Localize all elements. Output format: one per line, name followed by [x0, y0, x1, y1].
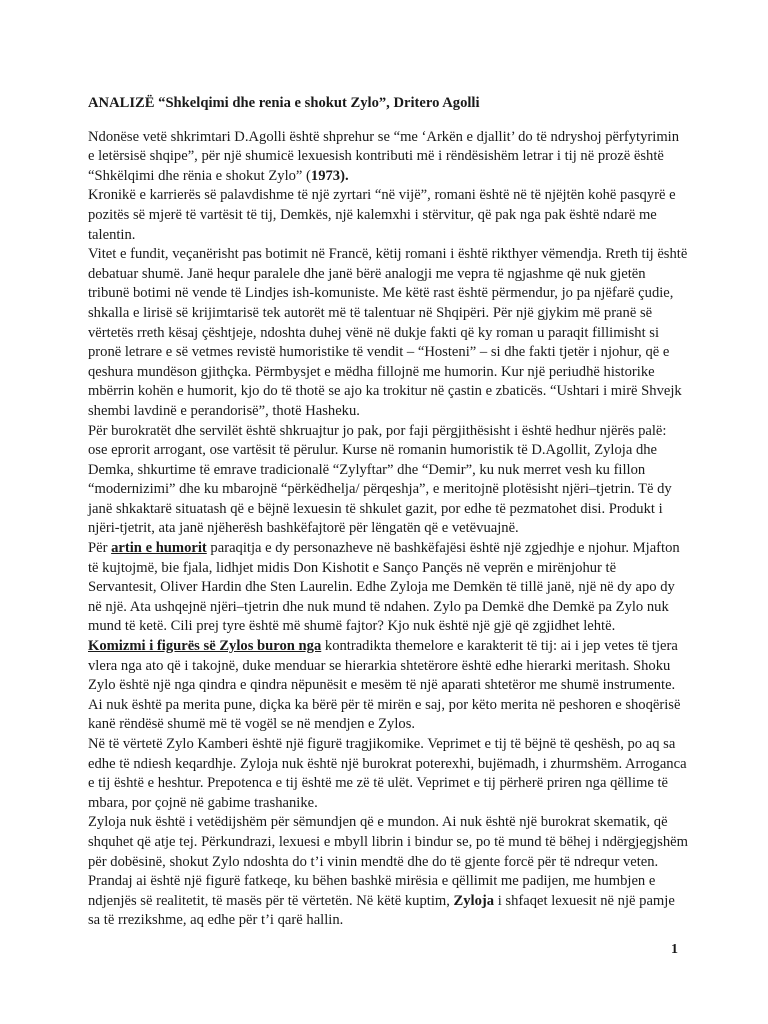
- document-page: [88, 94, 688, 931]
- underlined-phrase-comedy: Komizmi i figurës së Zylos buron nga: [88, 638, 322, 655]
- title-main: ANALIZË “Shkelqimi dhe renia e shokut Zylo”,: [88, 95, 390, 111]
- paragraph-intro-text: Ndonëse vetë shkrimtari D.Agolli është shprehur se “me ‘Arkën e djallit’ do të ndryshoj përfytyrimin e letërsisë shqipe”, për një shumicë lexuesish kontributi më i rëndësishëm letrar i tij në prozë është “Shkëlqimi dhe rënia e shokut Zylo” (: [88, 128, 680, 184]
- paragraph-art-of-humor: [88, 539, 688, 637]
- paragraph-tragicomic: Në të vërtetë Zylo Kamberi është një figurë tragjikomike. Veprimet e tij të bëjnë të qeshësh, po aq sa edhe të ndiesh keqardhje. Zyloja nuk është një burokrat poterexhi, bujëmadh, i zhurmshëm. Arroganca e tij është e heshtur. Prepotenca e tij është me zë të ulët. Veprimet e tij përherë priren nga qëllime të mbara, por çojnë në gabime trashanike.: [88, 736, 687, 811]
- paragraph-bureaucrats: Për burokratët dhe servilët është shkruajtur jo pak, por faji përgjithësisht i është hedhur njërës palë: ose eprorit arrogant, ose vartësit të përulur. Kurse në romanin humoristik të D.Agollit, Zyloja dhe Demka, shkurtime të emrave tradicionalë “Zylyftar” dhe “Demir”, ku nuk merret vesh ku fillon “modernizimi” dhe ku mbarojnë “përkëdhelja/ përqeshja”, e meritojnë plotësisht njëri–tjetrin. Të dy janë shkaktarë situatash që e bëjnë lexuesin të shkulet gazit, por edhe të pezmatohet disi. Produkt i njëri-tjetrit, ata janë njëherësh bashkëfajtorë për lëngatën që e vetëvuajnë.: [88, 422, 672, 537]
- paragraph-intro: [88, 128, 688, 187]
- document-title: [88, 94, 688, 114]
- paragraph-unaware: [88, 813, 688, 931]
- text-segment: paraqitja e dy personazheve në bashkëfajësi është një zgjedhje e njohur. Mjafton të kujtojmë, bie fjala, lidhjet midis Don Kishotit e Sanço Pançës në veprën e mirënjohur të Servantesit, Oliver Hardin dhe Sten Laurelin. Edhe Zyloja me Demkën të tillë janë, një në dy apo dy në një. Ata ushqejnë njëri–tjetrin dhe nuk mund të ndahen. Zylo pa Demkë dhe Demkë pa Zylo nuk mund të ketë. Cili prej tyre është më shumë fajtor? Kjo nuk është një gjë që zgjidhet lehtë.: [88, 540, 680, 635]
- underlined-phrase-art-of-humor: artin e humorit: [111, 540, 207, 557]
- text-segment: Zyloja nuk është i vetëdijshëm për sëmundjen që e mundon. Ai nuk është një burokrat skematik, që shquhet që atje tej. Përkundrazi, lexuesi e mbyll librin i bindur se, po të mund të bëhej i ndërgjegjshëm për dobësinë, shokut Zylo ndoshta do t’i vinin mendtë dhe do të gjente forcë për të ndrequr veten. Prandaj ai është një figurë fatkeqe, ku bëhen bashkë mirësia e qëllimit me padijen, me humbjen e ndjenjës së realitetit, të masës për të vërtetën. Në këtë kuptim,: [88, 814, 688, 909]
- title-author: Dritero Agolli: [393, 95, 480, 111]
- page-number: 1: [671, 942, 678, 957]
- paragraph-chronicle: Kronikë e karrierës së palavdishme të një zyrtari “në vijë”, romani është në të njëjtën kohë pasqyrë e pozitës së mjerë të vartësit të tij, Demkës, një kalemxhi i stërvitur, që pak nga pak është ndarë me talentin.: [88, 187, 676, 243]
- bold-name-zyloja: Zyloja: [453, 892, 495, 909]
- paragraph-comedy-figure: [88, 637, 688, 735]
- publication-year: 1973).: [310, 167, 349, 184]
- text-segment: Për: [88, 540, 112, 557]
- paragraph-recent-years: Vitet e fundit, veçanërisht pas botimit në Francë, këtij romani i është rikthyer vëmendja. Rreth tij është debatuar shumë. Janë hequr paralele dhe janë bërë analogji me vepra të ngjashme që nuk gjetën tribunë botimi në vende të Lindjes ish-komuniste. Me këtë rast është përmendur, jo pa njëfarë çudie, shkalla e lirisë së krijimtarisë tek autorët më të talentuar në Shqipëri. Për një gjykim më pranë së vërtetës rreth kësaj çështjeje, ndoshta duhej vënë në dukje fakti që ky roman u paraqit fillimisht si pronë letrare e së vetmes revistë humoristike të vendit – “Hosteni” – si dhe fakti tjetër i njohur, që e qeshura mundëson gjithçka. Përmbysjet e mëdha fillojnë me humorin. Kur një periudhë historike mbërrin kohën e humorit, kjo do të thotë se ajo ka trokitur në çastin e zbaticës. “Ushtari i mirë Shvejk shembi lavdinë e perandorisë”, thotë Hasheku.: [88, 246, 688, 419]
- text-segment: i shfaqet lexuesit në një pamje sa të rrezikshme, aq edhe për t’i qarë hallin.: [88, 892, 675, 929]
- text-segment: kontradikta themelore e karakterit të tij: ai i jep vetes të tjera vlera nga ato që i takojnë, duke menduar se hierarkia shtetërore është edhe hierarki meritash. Shoku Zylo është një nga qindra e qindra nëpunësit e mesëm të një aparati shtetëror me shumë instrumente. Ai nuk është pa merita pune, diçka ka bërë për të mirën e saj, por këto merita në peshoren e shoqërisë kanë rëndësë shumë më të vogël se në mendjen e Zylos.: [88, 638, 681, 733]
